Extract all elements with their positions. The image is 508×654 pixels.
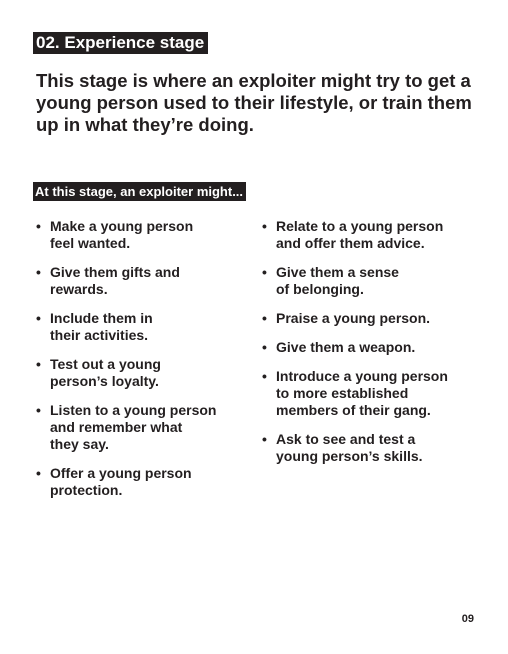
intro-text xyxy=(36,70,476,136)
list-item-line: • Give them a weapon. xyxy=(276,339,416,355)
list-item-line: • Give them a sense xyxy=(276,264,399,280)
intro-line: young person used to their lifestyle, or train them xyxy=(36,92,472,113)
list-item-line: • Ask to see and test a xyxy=(276,431,416,447)
list-item xyxy=(36,402,251,453)
list-item xyxy=(262,339,487,356)
list-item xyxy=(262,310,487,327)
list-item-line: person’s loyalty. xyxy=(50,373,159,389)
intro-line: up in what they’re doing. xyxy=(36,114,254,135)
list-item xyxy=(36,264,251,298)
list-item-line: young person’s skills. xyxy=(276,448,423,464)
list-item-line: • Make a young person xyxy=(50,218,194,234)
list-item-line: and offer them advice. xyxy=(276,235,425,251)
right-bullet-list xyxy=(262,218,487,477)
list-item-line: feel wanted. xyxy=(50,235,131,251)
list-item-line: they say. xyxy=(50,436,109,452)
list-item xyxy=(36,465,251,499)
list-item-line: of belonging. xyxy=(276,281,364,297)
list-heading: At this stage, an exploiter might... xyxy=(33,182,246,201)
list-item xyxy=(262,368,487,419)
list-item-line: • Listen to a young person xyxy=(50,402,217,418)
page-number: 09 xyxy=(461,613,474,625)
list-item-line: protection. xyxy=(50,482,123,498)
list-item-line: • Offer a young person xyxy=(50,465,192,481)
list-item-line: • Introduce a young person xyxy=(276,368,448,384)
list-item-line: their activities. xyxy=(50,327,149,343)
list-item-line: and remember what xyxy=(50,419,183,435)
list-item-line: members of their gang. xyxy=(276,402,431,418)
section-label: 02. Experience stage xyxy=(33,32,208,54)
list-item xyxy=(262,264,487,298)
list-item xyxy=(36,310,251,344)
list-item-line: • Praise a young person. xyxy=(276,310,431,326)
list-item-line: • Give them gifts and xyxy=(50,264,180,280)
list-item xyxy=(36,218,251,252)
list-item xyxy=(36,356,251,390)
list-item-line: • Test out a young xyxy=(50,356,161,372)
list-item-line: rewards. xyxy=(50,281,108,297)
intro-line: This stage is where an exploiter might try to get a xyxy=(36,70,471,91)
list-item-line: to more established xyxy=(276,385,409,401)
list-item xyxy=(262,431,487,465)
list-item-line: • Include them in xyxy=(50,310,153,326)
left-bullet-list xyxy=(36,218,251,511)
list-item-line: • Relate to a young person xyxy=(276,218,444,234)
list-item xyxy=(262,218,487,252)
